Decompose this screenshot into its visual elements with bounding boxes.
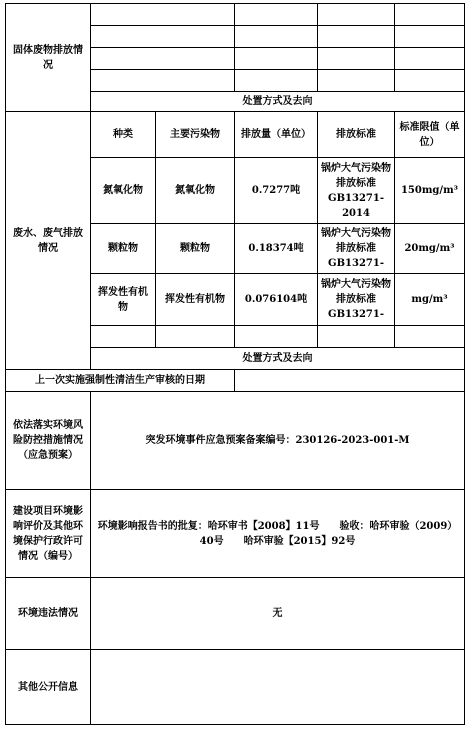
header-amount: 排放量（单位） (235, 112, 318, 158)
emission-empty-cell (318, 326, 395, 348)
emissions-disposal-label: 处置方式及去向 (91, 348, 465, 370)
emission-standard: 锅炉大气污染物排放标准GB13271- (318, 274, 395, 326)
solid-waste-cell (91, 4, 235, 26)
eia-value: 环境影响报告书的批复：哈环审书【2008】11号 验收：哈环审验（2009）40号 哈环审验【2015】92号 (91, 490, 465, 578)
emission-empty-cell (395, 326, 465, 348)
other-info-label: 其他公开信息 (6, 650, 91, 725)
solid-waste-row-1 (6, 4, 465, 26)
emission-type: 挥发性有机物 (91, 274, 156, 326)
emission-type: 氮氧化物 (91, 158, 156, 224)
solid-waste-cell (395, 26, 465, 48)
clean-production-value (235, 370, 465, 392)
solid-waste-cell (91, 26, 235, 48)
violations-row (6, 578, 465, 650)
solid-waste-cell (395, 48, 465, 70)
solid-waste-cell (91, 70, 235, 92)
emission-empty-cell (91, 326, 156, 348)
solid-waste-cell (235, 26, 318, 48)
emission-standard: 锅炉大气污染物排放标准GB13271- (318, 224, 395, 274)
clean-production-label: 上一次实施强制性清洁生产审核的日期 (6, 370, 235, 392)
emission-limit: 20mg/m³ (395, 224, 465, 274)
solid-waste-cell (318, 26, 395, 48)
violations-label: 环境违法情况 (6, 578, 91, 650)
emission-limit: mg/m³ (395, 274, 465, 326)
emission-empty-cell (156, 326, 235, 348)
risk-plan-label: 依法落实环境风险防控措施情况（应急预案） (6, 392, 91, 490)
emission-amount: 0.18374吨 (235, 224, 318, 274)
solid-waste-cell (395, 70, 465, 92)
solid-waste-cell (318, 70, 395, 92)
other-info-value (91, 650, 465, 725)
solid-waste-cell (235, 4, 318, 26)
other-info-row (6, 650, 465, 725)
solid-waste-cell (235, 70, 318, 92)
clean-production-row (6, 370, 465, 392)
emissions-header-row (6, 112, 465, 158)
emission-amount: 0.076104吨 (235, 274, 318, 326)
emission-standard: 锅炉大气污染物排放标准GB13271-2014 (318, 158, 395, 224)
emission-empty-cell (235, 326, 318, 348)
risk-plan-value: 突发环境事件应急预案备案编号：230126-2023-001-M (91, 392, 465, 490)
solid-waste-disposal-label: 处置方式及去向 (91, 92, 465, 112)
emission-limit: 150mg/m³ (395, 158, 465, 224)
emission-pollutant: 挥发性有机物 (156, 274, 235, 326)
solid-waste-cell (318, 4, 395, 26)
header-standard: 排放标准 (318, 112, 395, 158)
solid-waste-cell (318, 48, 395, 70)
header-type: 种类 (91, 112, 156, 158)
solid-waste-cell (395, 4, 465, 26)
eia-row (6, 490, 465, 578)
risk-plan-row (6, 392, 465, 490)
emission-pollutant: 氮氧化物 (156, 158, 235, 224)
emission-pollutant: 颗粒物 (156, 224, 235, 274)
header-limit: 标准限值（单位） (395, 112, 465, 158)
emission-type: 颗粒物 (91, 224, 156, 274)
solid-waste-label: 固体废物排放情况 (6, 4, 91, 112)
environmental-disclosure-table (5, 3, 465, 725)
violations-value: 无 (91, 578, 465, 650)
solid-waste-cell (235, 48, 318, 70)
header-pollutant: 主要污染物 (156, 112, 235, 158)
solid-waste-cell (91, 48, 235, 70)
emission-amount: 0.7277吨 (235, 158, 318, 224)
eia-label: 建设项目环境影响评价及其他环境保护行政许可情况（编号） (6, 490, 91, 578)
emissions-label: 废水、废气排放情况 (6, 112, 91, 370)
